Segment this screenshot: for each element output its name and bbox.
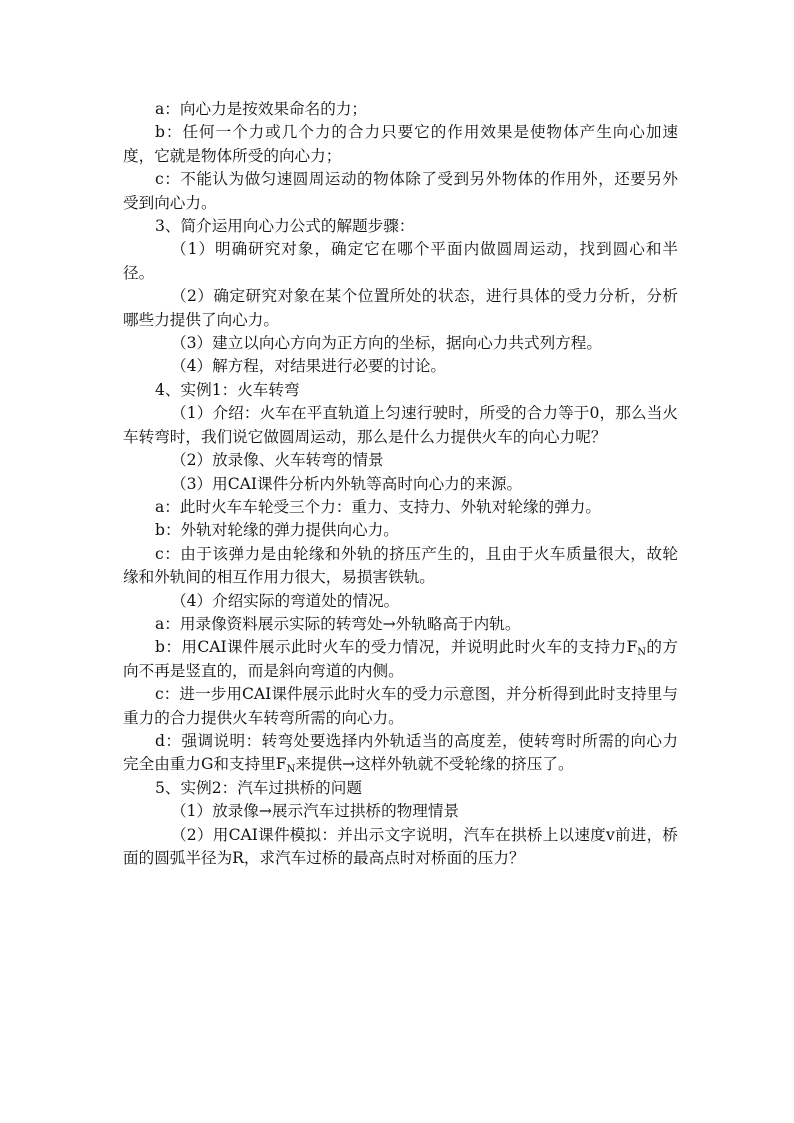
paragraph: 4、实例1：火车转弯 xyxy=(155,380,300,399)
paragraph: c：进一步用CAI课件展示此时火车的受力示意图，并分析得到此时支持里与重力的合力提供火车转弯所需的向心力。 xyxy=(123,685,678,727)
paragraph: a：此时火车车轮受三个力：重力、支持力、外轨对轮缘的弹力。 xyxy=(155,497,601,516)
document-body xyxy=(123,98,678,870)
paragraph: （3）建立以向心方向为正方向的坐标，据向心力共式列方程。 xyxy=(171,334,602,353)
paragraph: 3、简介运用向心力公式的解题步骤： xyxy=(155,217,415,236)
paragraph: （2）用CAI课件模拟：并出示文字说明，汽车在拱桥上以速度v前进，桥面的圆弧半径为R，求汽车过桥的最高点时对桥面的压力？ xyxy=(123,825,678,867)
paragraph-text: 来提供→这样外轨就不受轮缘的挤压了。 xyxy=(295,755,574,774)
paragraph: b：外轨对轮缘的弹力提供向心力。 xyxy=(155,521,399,540)
paragraph: c：由于该弹力是由轮缘和外轨的挤压产生的，且由于火车质量很大，故轮缘和外轨间的相互作用力很大，易损害铁轨。 xyxy=(123,544,678,587)
paragraph xyxy=(123,730,678,777)
paragraph: （2）放录像、火车转弯的情景 xyxy=(171,451,384,470)
paragraph-text: b：用CAI课件展示此时火车的受力情况，并说明此时火车的支持力F xyxy=(155,638,638,657)
paragraph: 5、实例2：汽车过拱桥的问题 xyxy=(155,778,362,797)
paragraph: （3）用CAI课件分析内外轨等高时向心力的来源。 xyxy=(171,474,523,493)
paragraph: （4）解方程，对结果进行必要的讨论。 xyxy=(171,357,447,376)
paragraph: （1）介绍：火车在平直轨道上匀速行驶时，所受的合力等于0，那么当火车转弯时，我们说它做圆周运动，那么是什么力提供火车的向心力呢？ xyxy=(123,404,678,446)
paragraph: （1）放录像→展示汽车过拱桥的物理情景 xyxy=(171,802,460,821)
subscript: N xyxy=(286,764,296,776)
paragraph: c：不能认为做匀速圆周运动的物体除了受到另外物体的作用外，还要另外受到向心力。 xyxy=(123,170,678,212)
paragraph: a：向心力是按效果命名的力； xyxy=(155,100,368,118)
subscript: N xyxy=(637,647,647,659)
paragraph: （1）明确研究对象，确定它在哪个平面内做圆周运动，找到圆心和半径。 xyxy=(123,240,678,282)
paragraph: a：用录像资料展示实际的转弯处→外轨略高于内轨。 xyxy=(155,614,521,633)
paragraph: b：任何一个力或几个力的合力只要它的作用效果是使物体产生向心加速度，它就是物体所受的向心力； xyxy=(123,123,678,165)
paragraph: （2）确定研究对象在某个位置所处的状态，进行具体的受力分析，分析哪些力提供了向心力。 xyxy=(123,287,678,329)
paragraph xyxy=(123,636,678,683)
paragraph-text: d：强调说明：转弯处要选择内外轨适当的高度差，使转弯时所需的向心力完全由重力G和支持里F xyxy=(123,731,678,774)
paragraph: （4）介绍实际的弯道处的情况。 xyxy=(171,591,400,610)
paragraph-text: 的方向不再是竖直的，而是斜向弯道的内侧。 xyxy=(123,638,678,680)
